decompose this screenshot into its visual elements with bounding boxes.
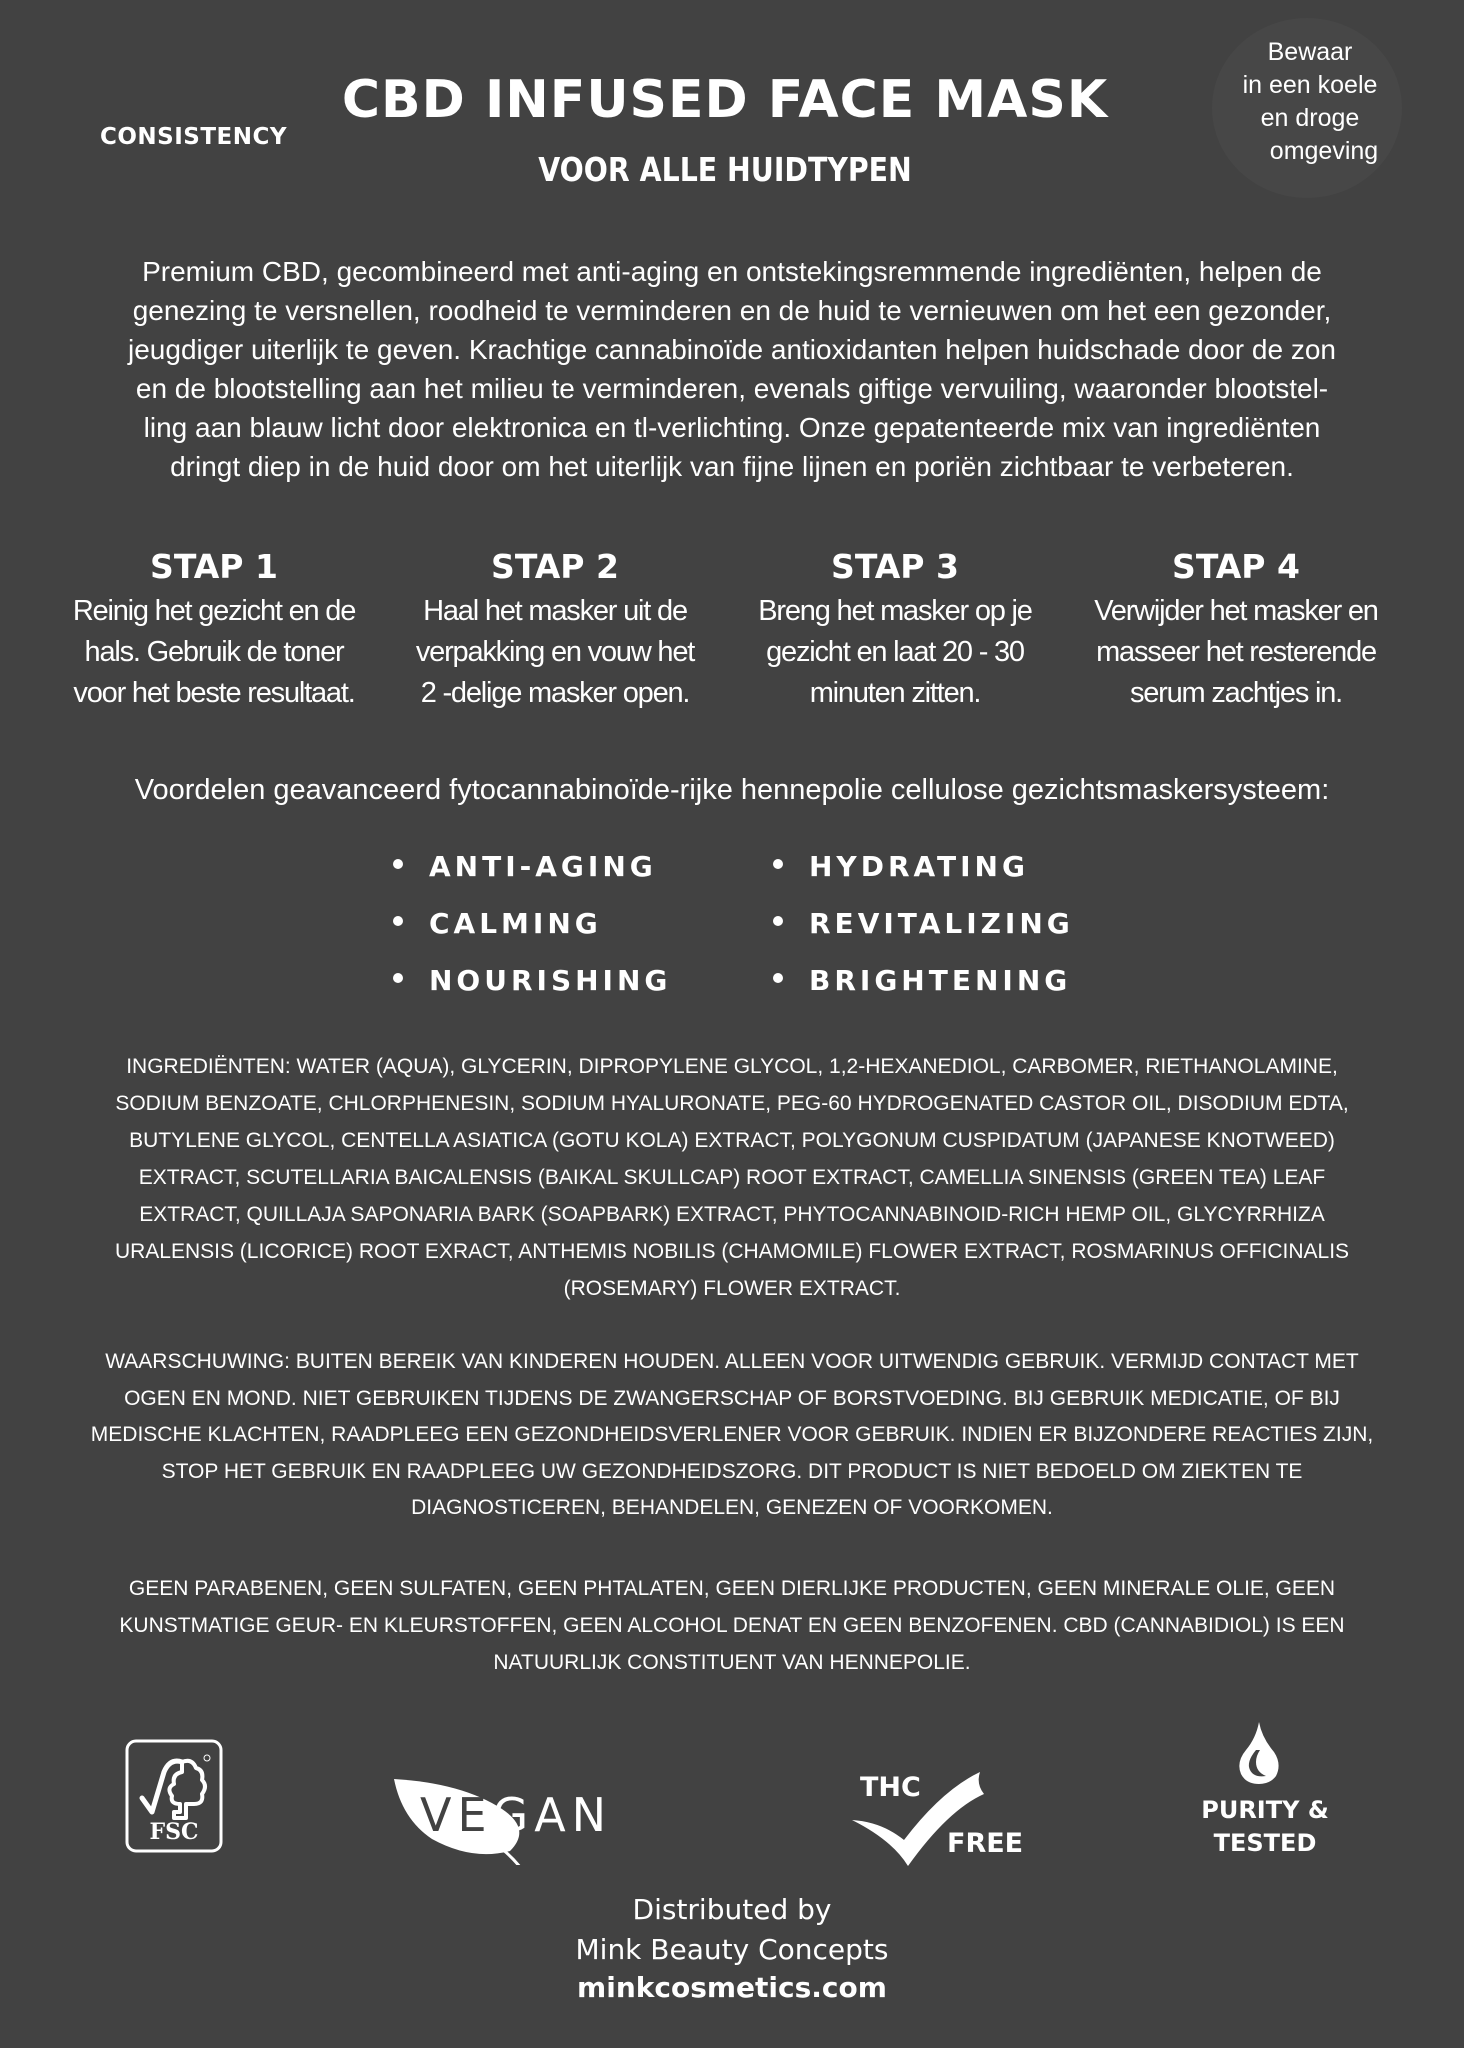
- free-from-line: NATUURLIJK CONSTITUENT VAN HENNEPOLIE.: [493, 1651, 971, 1674]
- step-text-line: voor het beste resultaat.: [73, 677, 355, 709]
- step-title: STAP 1: [150, 547, 278, 586]
- warning-text: [40, 1344, 1424, 1527]
- free-from-line: KUNSTMATIGE GEUR- EN KLEURSTOFFEN, GEEN ALCOHOL DENAT EN GEEN BENZOFENEN. CBD (CANNABIDIOL) IS EEN: [119, 1614, 1345, 1637]
- step-text-line: Breng het masker op je: [758, 595, 1032, 627]
- free-from-line: GEEN PARABENEN, GEEN SULFATEN, GEEN PHTALATEN, GEEN DIERLIJKE PRODUCTEN, GEEN MINERALE OLIE, GEEN: [128, 1577, 1336, 1600]
- ingredients-line: URALENSIS (LICORICE) ROOT EXRACT, ANTHEMIS NOBILIS (CHAMOMILE) FLOWER EXTRACT, ROSMARINUS OFFICINALIS: [114, 1240, 1350, 1263]
- benefit-item: [393, 907, 602, 940]
- thc-label: THC: [860, 1772, 921, 1803]
- step-text-line: minuten zitten.: [809, 677, 981, 709]
- step-1: [44, 545, 384, 714]
- step-text-line: 2 -delige masker open.: [420, 677, 690, 709]
- benefit-item: [393, 964, 671, 997]
- benefit-label: BRIGHTENING: [809, 964, 1072, 997]
- benefit-label: HYDRATING: [809, 850, 1029, 883]
- free-label: FREE: [947, 1828, 1024, 1859]
- warning-line: STOP HET GEBRUIK EN RAADPLEEG UW GEZONDHEIDSZORG. DIT PRODUCT IS NIET BEDOELD OM ZIEKTEN TE: [161, 1459, 1303, 1483]
- step-title: STAP 4: [1172, 547, 1300, 586]
- purity-line: PURITY &: [1201, 1796, 1329, 1824]
- consistency-label: CONSISTENCY: [100, 124, 288, 150]
- website-link[interactable]: minkcosmetics.com: [577, 1971, 887, 2004]
- ingredients-line: SODIUM BENZOATE, CHLORPHENESIN, SODIUM HYALURONATE, PEG-60 HYDROGENATED CASTOR OIL, DISODIUM EDTA,: [115, 1092, 1349, 1115]
- ingredients-line: EXTRACT, QUILLAJA SAPONARIA BARK (SOAPBARK) EXTRACT, PHYTOCANNABINOID-RICH HEMP OIL, GLYCYRRHIZA: [139, 1203, 1325, 1226]
- bullet-icon: [773, 916, 783, 926]
- ingredients-list: [40, 1048, 1424, 1307]
- step-text-line: gezicht en laat 20 - 30: [766, 636, 1024, 668]
- bullet-icon: [773, 973, 783, 983]
- ingredients-line: BUTYLENE GLYCOL, CENTELLA ASIATICA (GOTU KOLA) EXTRACT, POLYGONUM CUSPIDATUM (JAPANESE KNOTWEED): [129, 1129, 1335, 1152]
- ingredients-line: EXTRACT, SCUTELLARIA BAICALENSIS (BAIKAL SKULLCAP) ROOT EXTRACT, CAMELLIA SINENSIS (GREEN TEA) LEAF: [138, 1166, 1326, 1189]
- storage-line: Bewaar: [1267, 38, 1353, 66]
- warning-line: OGEN EN MOND. NIET GEBRUIKEN TIJDENS DE ZWANGERSCHAP OF BORSTVOEDING. BIJ GEBRUIK MEDICATIE, OF BIJ: [124, 1386, 1340, 1410]
- intro-line: en de blootstelling aan het milieu te verminderen, evenals giftige vervuiling, waaronder blootstel-: [135, 373, 1329, 404]
- step-title: STAP 2: [491, 547, 619, 586]
- step-text-line: masseer het resterende: [1096, 636, 1376, 668]
- storage-instructions: [1200, 36, 1420, 168]
- free-from-text: [40, 1570, 1424, 1681]
- vegan-label-light: GAN: [492, 1788, 613, 1842]
- warning-line: DIAGNOSTICEREN, BEHANDELEN, GENEZEN OF VOORKOMEN.: [411, 1496, 1053, 1519]
- step-text-line: Verwijder het masker en: [1094, 595, 1378, 627]
- step-text-line: serum zachtjes in.: [1129, 677, 1343, 709]
- benefits-heading: Voordelen geavanceerd fytocannabinoïde-rijke hennepolie cellulose gezichtsmaskersysteem:: [134, 774, 1330, 806]
- intro-line: genezing te versnellen, roodheid te verminderen en de huid te vernieuwen om het een gezonder,: [132, 295, 1332, 326]
- benefit-label: CALMING: [429, 907, 602, 940]
- purity-line: TESTED: [1213, 1829, 1317, 1857]
- benefit-item: [773, 964, 1071, 997]
- intro-paragraph: [50, 252, 1414, 486]
- intro-line: jeugdiger uiterlijk te geven. Krachtige cannabinoïde antioxidanten helpen huidschade door de zon: [128, 334, 1336, 365]
- fsc-logo-icon: [124, 1738, 224, 1854]
- ingredients-line: INGREDIËNTEN: WATER (AQUA), GLYCERIN, DIPROPYLENE GLYCOL, 1,2-HEXANEDIOL, CARBOMER, RIETHANOLAMINE,: [126, 1055, 1338, 1078]
- storage-line: en droge: [1260, 104, 1360, 132]
- vegan-label: [420, 1788, 612, 1842]
- bullet-icon: [393, 916, 403, 926]
- step-3: [725, 545, 1065, 714]
- intro-line: ling aan blauw licht door elektronica en tl-verlichting. Onze gepatenteerde mix van ingrediënten: [143, 412, 1321, 443]
- benefit-item: [773, 850, 1029, 883]
- step-text-line: verpakking en vouw het: [415, 636, 695, 668]
- water-drop-icon: [1236, 1720, 1282, 1786]
- vegan-label-dark: VE: [420, 1788, 493, 1842]
- warning-line: WAARSCHUWING: BUITEN BEREIK VAN KINDEREN HOUDEN. ALLEEN VOOR UITWENDIG GEBRUIK. VERMIJD CONTACT MET: [105, 1350, 1359, 1373]
- benefit-item: [393, 850, 657, 883]
- benefit-label: NOURISHING: [429, 964, 672, 997]
- product-title: CBD INFUSED FACE MASK: [341, 70, 1109, 130]
- footer: [432, 1890, 1032, 2006]
- warning-line: MEDISCHE KLACHTEN, RAADPLEEG EEN GEZONDHEIDSVERLENER VOOR GEBRUIK. INDIEN ER BIJZONDERE REACTIES ZIJN,: [90, 1423, 1374, 1446]
- bullet-icon: [393, 973, 403, 983]
- ingredients-line: (ROSEMARY) FLOWER EXTRACT.: [563, 1277, 901, 1300]
- step-text-line: Reinig het gezicht en de: [72, 595, 356, 627]
- bullet-icon: [393, 859, 403, 869]
- storage-line: in een koele: [1242, 71, 1378, 99]
- step-4: [1066, 545, 1406, 714]
- company-name: Mink Beauty Concepts: [575, 1933, 889, 1966]
- fsc-label: FSC: [149, 1819, 199, 1845]
- benefit-label: ANTI-AGING: [429, 850, 657, 883]
- product-subtitle: VOOR ALLE HUIDTYPEN: [538, 150, 912, 189]
- step-2: [385, 545, 725, 714]
- step-text-line: Haal het masker uit de: [423, 595, 687, 627]
- intro-line: dringt diep in de huid door om het uiterlijk van fijne lijnen en poriën zichtbaar te verbeteren.: [170, 451, 1294, 482]
- step-title: STAP 3: [831, 547, 959, 586]
- bullet-icon: [773, 859, 783, 869]
- benefit-item: [773, 907, 1074, 940]
- storage-line: omgeving: [1269, 137, 1379, 165]
- intro-line: Premium CBD, gecombineerd met anti-aging en ontstekingsremmende ingrediënten, helpen de: [142, 256, 1322, 287]
- step-text-line: hals. Gebruik de toner: [84, 636, 344, 668]
- purity-tested-label: [1180, 1794, 1350, 1860]
- distributed-by-label: Distributed by: [632, 1893, 832, 1926]
- benefit-label: REVITALIZING: [809, 907, 1074, 940]
